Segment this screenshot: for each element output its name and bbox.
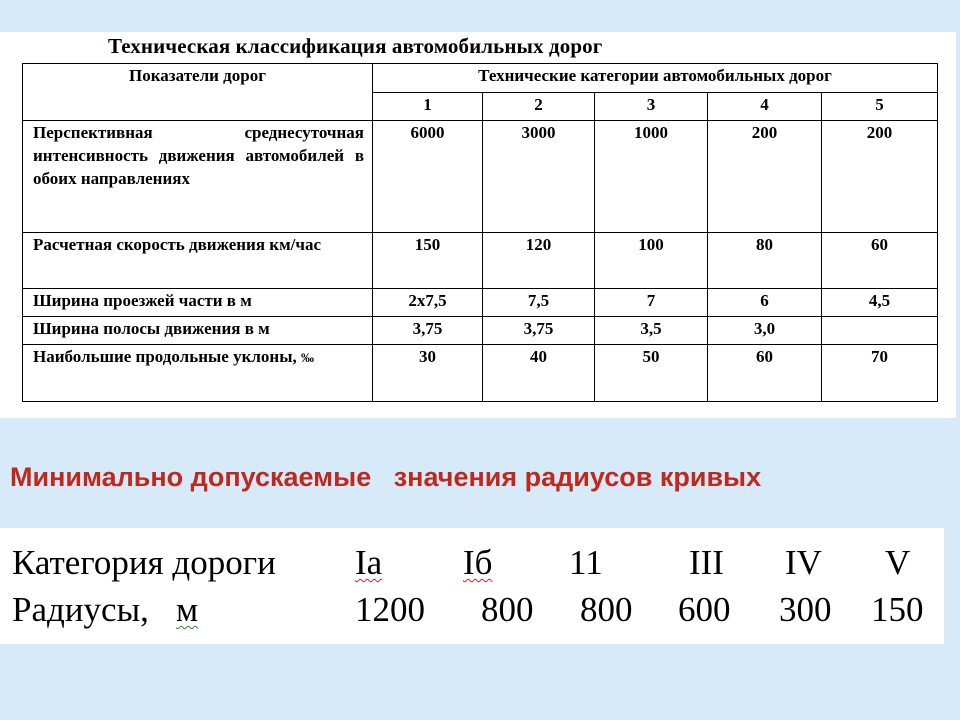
category-number: 1: [373, 93, 483, 121]
row-label-carriageway-width: Ширина проезжей части в м: [23, 289, 373, 317]
table-cell: 80: [708, 233, 822, 289]
table-cell: 200: [822, 121, 938, 233]
category-value: IV: [785, 543, 822, 582]
table-cell: 30: [373, 345, 483, 402]
category-row: [0, 543, 944, 593]
category-value: Iб: [463, 543, 493, 582]
table-cell: 3,0: [708, 317, 822, 345]
table-cell: 200: [708, 121, 822, 233]
table-cell: 50: [595, 345, 708, 402]
category-value: 11: [569, 543, 603, 582]
table-header-row: [23, 64, 938, 93]
category-label: Категория дороги: [12, 543, 276, 582]
table-cell: 120: [483, 233, 595, 289]
radius-label: Радиусы,: [12, 590, 149, 629]
radius-row: [0, 590, 944, 640]
table-cell: 7: [595, 289, 708, 317]
table-cell: [822, 317, 938, 345]
category-value: V: [885, 543, 911, 582]
radius-unit: м: [176, 590, 199, 629]
row-label-max-grade: [23, 345, 373, 402]
category-value: III: [689, 543, 724, 582]
table-cell: 60: [822, 233, 938, 289]
header-indicators: Показатели дорог: [23, 64, 373, 121]
radius-value: 1200: [355, 590, 425, 629]
table-row: [23, 289, 938, 317]
classification-table: [22, 63, 938, 402]
table-cell: 60: [708, 345, 822, 402]
radius-value: 150: [871, 590, 924, 629]
radius-value: 800: [481, 590, 534, 629]
table-cell: 100: [595, 233, 708, 289]
category-number: 2: [483, 93, 595, 121]
table-cell: 70: [822, 345, 938, 402]
radius-value: 600: [678, 590, 731, 629]
table-row: [23, 121, 938, 233]
table-row: [23, 345, 938, 402]
table-cell: 6000: [373, 121, 483, 233]
row-label-traffic-intensity: Перспективная среднесуточная интенсивность движения автомобилей в обоих направлениях: [23, 121, 373, 233]
table-cell: 3,5: [595, 317, 708, 345]
max-grade-label: Наибольшие продольные уклоны,: [33, 347, 297, 366]
table-cell: 150: [373, 233, 483, 289]
category-number: 3: [595, 93, 708, 121]
table-cell: 2х7,5: [373, 289, 483, 317]
permille-unit: ‰: [300, 350, 314, 365]
category-value: Iа: [355, 543, 383, 582]
table-cell: 3000: [483, 121, 595, 233]
table-cell: 40: [483, 345, 595, 402]
row-label-design-speed: [23, 233, 373, 289]
radius-value: 300: [779, 590, 832, 629]
table-row: [23, 233, 938, 289]
row-label-lane-width: Ширина полосы движения в м: [23, 317, 373, 345]
table-row: [23, 317, 938, 345]
table-cell: 4,5: [822, 289, 938, 317]
section-heading: Минимально допускаемые значения радиусов кривых: [10, 462, 762, 492]
category-number: 5: [822, 93, 938, 121]
table-cell: 3,75: [483, 317, 595, 345]
category-number: 4: [708, 93, 822, 121]
design-speed-label: Расчетная скорость движения км/час: [33, 235, 322, 254]
table-cell: 6: [708, 289, 822, 317]
header-categories: Технические категории автомобильных дорог: [373, 64, 938, 93]
table-cell: 3,75: [373, 317, 483, 345]
table-cell: 1000: [595, 121, 708, 233]
document-title: Техническая классификация автомобильных дорог: [108, 34, 603, 58]
table-cell: 7,5: [483, 289, 595, 317]
radius-value: 800: [580, 590, 633, 629]
